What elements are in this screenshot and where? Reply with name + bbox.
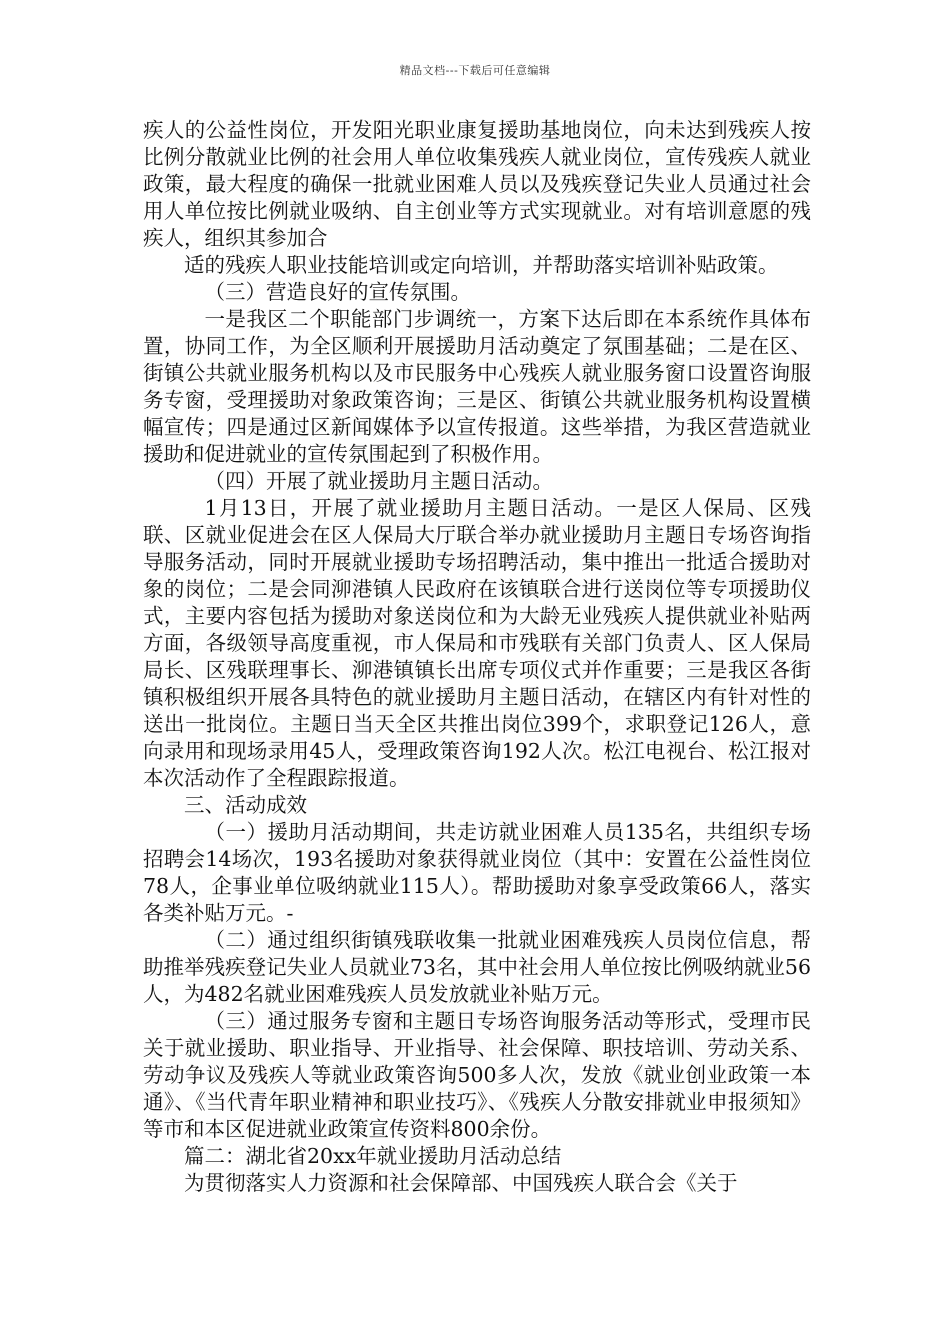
section-heading: （三）营造良好的宣传氛围。 bbox=[204, 280, 471, 304]
paragraph: 一是我区二个职能部门步调统一，方案下达后即在本系统作具体布置，协同工作，为全区顺利开展援助月活动奠定了氛围基础；二是在区、街镇公共就业服务机构以及市民服务中心残疾人就业服务窗口设置咨询服务专窗，受理援助对象政策咨询；三是区、街镇公共就业服务机构设置横幅宣传；四是通过区新闻媒体予以宣传报道。这些举措，为我区营造就业援助和促进就业的宣传氛围起到了积极作用。 bbox=[143, 307, 811, 466]
paragraph: （二）通过组织街镇残联收集一批就业困难残疾人员岗位信息，帮助推举残疾登记失业人员就业73名，其中社会用人单位按比例吸纳就业56人，为482名就业困难残疾人员发放就业补贴万元。 bbox=[143, 928, 811, 1006]
section-heading: （四）开展了就业援助月主题日活动。 bbox=[204, 469, 553, 493]
paragraph: 1月13日，开展了就业援助月主题日活动。一是区人保局、区残联、区就业促进会在区人保局大厅联合举办就业援助月主题日专场咨询指导服务活动，同时开展就业援助专场招聘活动，集中推出一批适合援助对象的岗位；二是会同泖港镇人民政府在该镇联合进行送岗位等专项援助仪式，主要内容包括为援助对象送岗位和为大龄无业残疾人提供就业补贴两方面，各级领导高度重视，市人保局和市残联有关部门负责人、区人保局局长、区残联理事长、泖港镇镇长出席专项仪式并作重要；三是我区各街镇积极组织开展各具特色的就业援助月主题日活动，在辖区内有针对性的送出一批岗位。主题日当天全区共推出岗位399个，求职登记126人，意向录用和现场录用45人，受理政策咨询192人次。松江电视台、松江报对本次活动作了全程跟踪报道。 bbox=[143, 496, 811, 790]
paragraph: （一）援助月活动期间，共走访就业困难人员135名，共组织专场招聘会14场次，193名援助对象获得就业岗位（其中：安置在公益性岗位78人，企事业单位吸纳就业115人）。帮助援助对象享受政策66人，落实各类补贴万元。- bbox=[143, 820, 811, 925]
paragraph: （三）通过服务专窗和主题日专场咨询服务活动等形式，受理市民关于就业援助、职业指导、开业指导、社会保障、职技培训、劳动关系、劳动争议及残疾人等就业政策咨询500多人次，发放《就业创业政策一本通》、《当代青年职业精神和职业技巧》、《残疾人分散安排就业申报须知》等市和本区促进就业政策宣传资料800余份。 bbox=[143, 1009, 811, 1141]
paragraph: 疾人的公益性岗位，开发阳光职业康复援助基地岗位，向未达到残疾人按比例分散就业比例的社会用人单位收集残疾人就业岗位，宣传残疾人就业政策，最大程度的确保一批就业困难人员以及残疾登记失业人员通过社会用人单位按比例就业吸纳、自主创业等方式实现就业。对有培训意愿的残疾人，组织其参加合 bbox=[143, 118, 811, 250]
section-heading: 三、活动成效 bbox=[184, 793, 307, 817]
section-heading: 篇二：湖北省20xx年就业援助月活动总结 bbox=[184, 1144, 562, 1168]
paragraph: 为贯彻落实人力资源和社会保障部、中国残疾人联合会《关于 bbox=[184, 1171, 738, 1195]
document-body bbox=[143, 117, 811, 1197]
page-header: 精品文档---下载后可任意编辑 bbox=[399, 64, 551, 77]
paragraph: 适的残疾人职业技能培训或定向培训，并帮助落实培训补贴政策。 bbox=[184, 253, 779, 277]
